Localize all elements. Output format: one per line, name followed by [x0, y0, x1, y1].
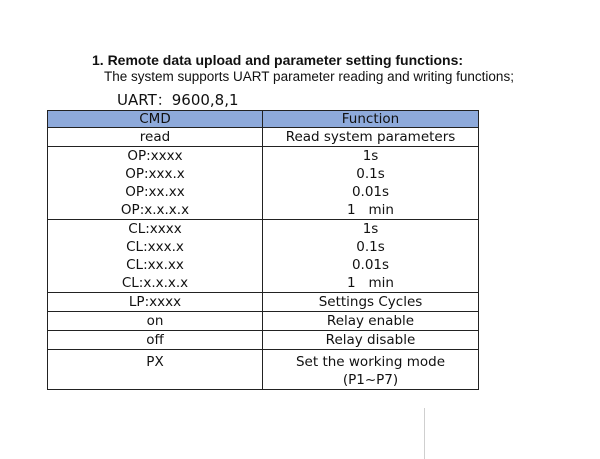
table-row — [48, 331, 479, 350]
cmd-op-4: OP:x.x.x.x — [120, 202, 190, 218]
cmd-op-2: OP:xxx.x — [125, 166, 185, 182]
table-header-row — [48, 111, 479, 128]
table-row — [48, 350, 479, 390]
function-op-3: 0.01s — [351, 184, 390, 200]
cmd-cell — [48, 312, 263, 331]
cmd-op-3: OP:xx.xx — [125, 184, 185, 200]
cmd-cell — [48, 147, 263, 220]
cmd-cl-4: CL:x.x.x.x — [121, 275, 189, 291]
cmd-cl-3: CL:xx.xx — [126, 257, 184, 273]
table-row — [48, 312, 479, 331]
cmd-lp: LP:xxxx — [128, 294, 182, 310]
function-cell — [263, 147, 479, 220]
function-px-2: (P1~P7) — [342, 372, 399, 388]
function-cell — [263, 128, 479, 147]
cmd-cell — [48, 293, 263, 312]
command-table — [47, 110, 479, 390]
section-heading: 1. Remote data upload and parameter setting functions: — [92, 52, 464, 68]
function-cl-1: 1s — [362, 221, 379, 237]
cmd-cell — [48, 350, 263, 390]
function-op-1: 1s — [362, 148, 379, 164]
intro-text: The system supports UART parameter reading and writing functions; — [104, 69, 514, 84]
cmd-cell — [48, 128, 263, 147]
function-cl-2: 0.1s — [356, 239, 385, 255]
cmd-off: off — [146, 332, 164, 348]
table-row — [48, 220, 479, 293]
function-read: Read system parameters — [285, 129, 456, 145]
function-on: Relay enable — [326, 313, 415, 329]
cmd-cl-1: CL:xxxx — [128, 221, 182, 237]
function-cell — [263, 293, 479, 312]
function-cl-3: 0.01s — [351, 257, 390, 273]
cmd-cell — [48, 331, 263, 350]
function-op-2: 0.1s — [356, 166, 385, 182]
table-row — [48, 293, 479, 312]
cmd-read: read — [139, 129, 171, 145]
function-cell — [263, 350, 479, 390]
cmd-on: on — [146, 313, 164, 329]
cmd-op-1: OP:xxxx — [127, 148, 183, 164]
function-cell — [263, 331, 479, 350]
function-cell — [263, 220, 479, 293]
function-cell — [263, 312, 479, 331]
function-lp: Settings Cycles — [318, 294, 423, 310]
function-cl-4: 1 min — [347, 275, 394, 291]
table-row — [48, 147, 479, 220]
function-off: Relay disable — [325, 332, 416, 348]
cmd-px: PX — [146, 354, 164, 370]
function-op-4: 1 min — [347, 202, 394, 218]
cmd-cl-2: CL:xxx.x — [126, 239, 184, 255]
header-function: Function — [263, 111, 479, 128]
table-row — [48, 128, 479, 147]
header-cmd: CMD — [48, 111, 263, 128]
function-px-1: Set the working mode — [295, 354, 446, 370]
cmd-cell — [48, 220, 263, 293]
page-divider-line — [424, 408, 425, 459]
uart-settings: UART：9600,8,1 — [117, 91, 239, 109]
